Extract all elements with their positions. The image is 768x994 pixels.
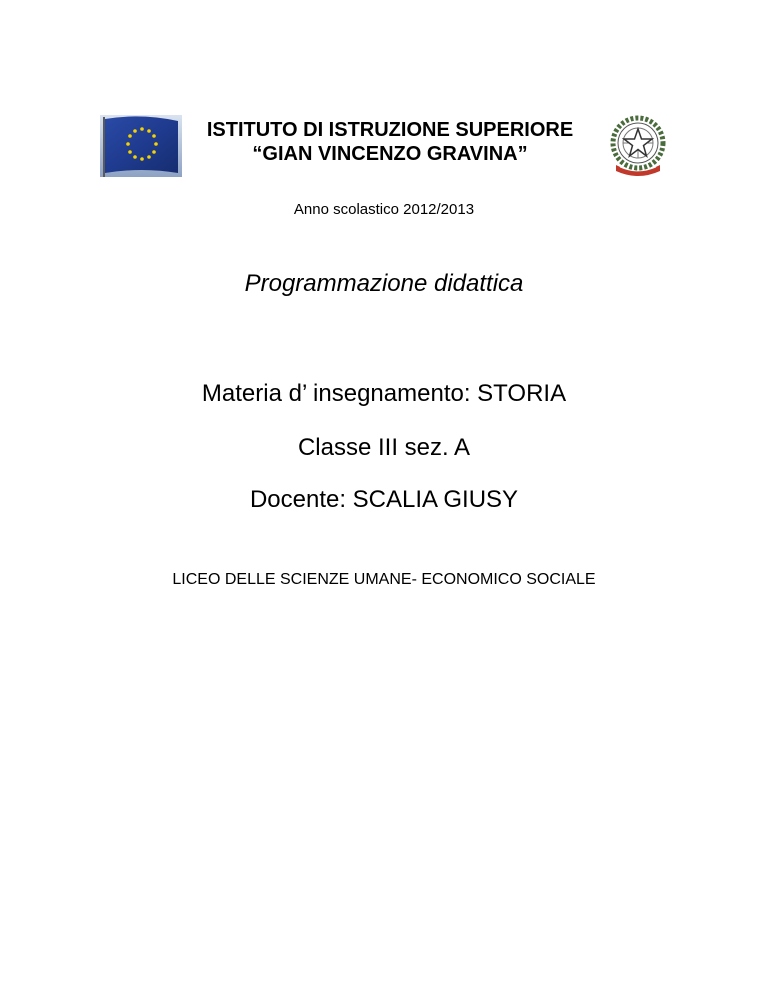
subject-line: Materia d’ insegnamento: STORIA (201, 380, 567, 407)
document-title: Programmazione didattica (244, 270, 524, 297)
school-type-line: LICEO DELLE SCIENZE UMANE- ECONOMICO SOCIALE (172, 571, 596, 588)
school-year: Anno scolastico 2012/2013 (293, 201, 475, 218)
italian-republic-emblem-icon (610, 115, 666, 179)
teacher-line: Docente: SCALIA GIUSY (249, 486, 519, 513)
eu-flag-icon (100, 115, 182, 177)
class-line: Classe III sez. A (297, 434, 471, 461)
institute-name-line2: “GIAN VINCENZO GRAVINA” (252, 143, 528, 165)
institute-name-line1: ISTITUTO DI ISTRUZIONE SUPERIORE (206, 119, 574, 141)
